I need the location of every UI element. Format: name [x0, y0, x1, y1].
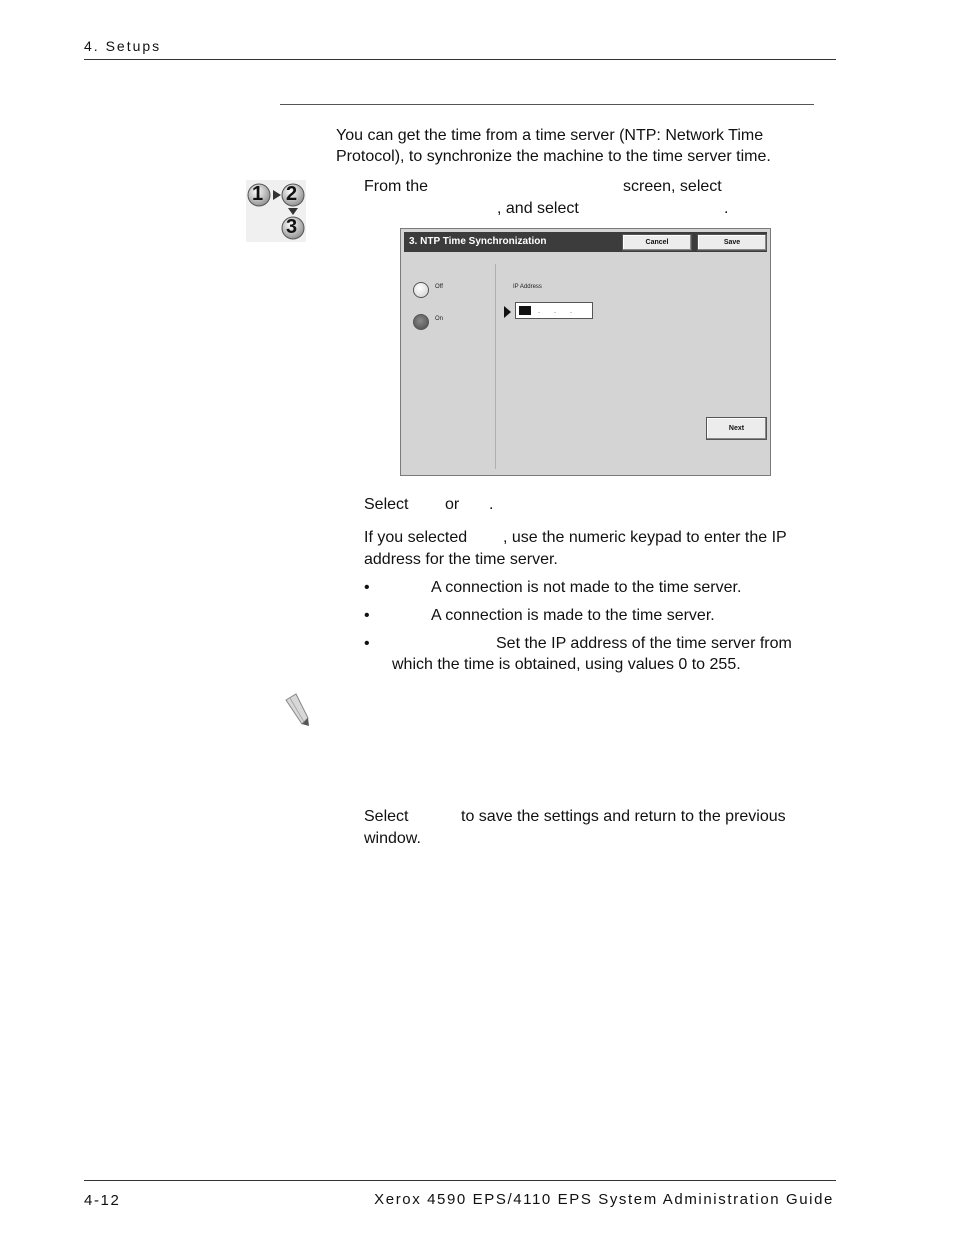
step-number-1: 1 [252, 183, 264, 205]
guide-title: Xerox 4590 EPS/4110 EPS System Administration Guide [374, 1191, 834, 1208]
ip-address-label: IP Address [513, 284, 542, 290]
steps-icon [246, 180, 306, 242]
off-label: Off [435, 284, 443, 290]
ip-separator: . [538, 308, 540, 315]
text-cursor [519, 306, 531, 315]
step4-save-description: to save the settings and return to the previous [461, 808, 786, 825]
ip-address-field[interactable] [515, 302, 593, 319]
step3-line-2: address for the time server. [364, 551, 558, 568]
selection-arrow-icon [504, 306, 511, 318]
step1-and-select: , and select [497, 200, 579, 217]
step1-screen-select: screen, select [623, 178, 722, 195]
note-pencil-icon [282, 692, 312, 728]
step4-line-2: window. [364, 830, 421, 847]
step-number-2: 2 [286, 183, 298, 205]
step1-from-the: From the [364, 178, 429, 195]
ip-separator: . [554, 308, 556, 315]
footer-rule [84, 1180, 836, 1181]
bullet-off-description: A connection is not made to the time server. [431, 579, 742, 596]
step3-use-keypad: , use the numeric keypad to enter the IP [503, 529, 787, 546]
on-label: On [435, 316, 444, 322]
section-rule [280, 104, 814, 105]
header-rule [84, 59, 836, 60]
step2-or: or [445, 496, 460, 513]
intro-line-1: You can get the time from a time server (NTP: Network Time [336, 127, 764, 144]
on-radio[interactable] [413, 314, 429, 330]
off-radio[interactable] [413, 282, 429, 298]
save-button[interactable]: Save [697, 234, 767, 251]
intro-line-2: Protocol), to synchronize the machine to the time server time. [336, 148, 771, 165]
next-button[interactable]: Next [706, 417, 767, 440]
cancel-button[interactable]: Cancel [622, 234, 692, 251]
screen-title-bar [404, 232, 767, 252]
bullet-symbol: • [364, 579, 370, 596]
bullet-ip-description-line-2: which the time is obtained, using values 0 to 255. [392, 656, 741, 673]
step1-period: . [724, 200, 729, 217]
step2-period: . [489, 496, 494, 513]
step3-if-selected: If you selected [364, 529, 468, 546]
step-number-3: 3 [286, 216, 298, 238]
step2-select: Select [364, 496, 409, 513]
ip-separator: . [570, 308, 572, 315]
panel-divider [495, 264, 496, 469]
running-header: 4. Setups [84, 38, 162, 54]
page-number: 4-12 [84, 1192, 121, 1209]
step4-select: Select [364, 808, 409, 825]
bullet-ip-description: Set the IP address of the time server from [496, 635, 792, 652]
bullet-on-description: A connection is made to the time server. [431, 607, 715, 624]
bullet-symbol: • [364, 607, 370, 624]
bullet-symbol: • [364, 635, 370, 652]
screen-title: 3. NTP Time Synchronization [409, 236, 547, 247]
ntp-settings-screen [400, 228, 771, 476]
